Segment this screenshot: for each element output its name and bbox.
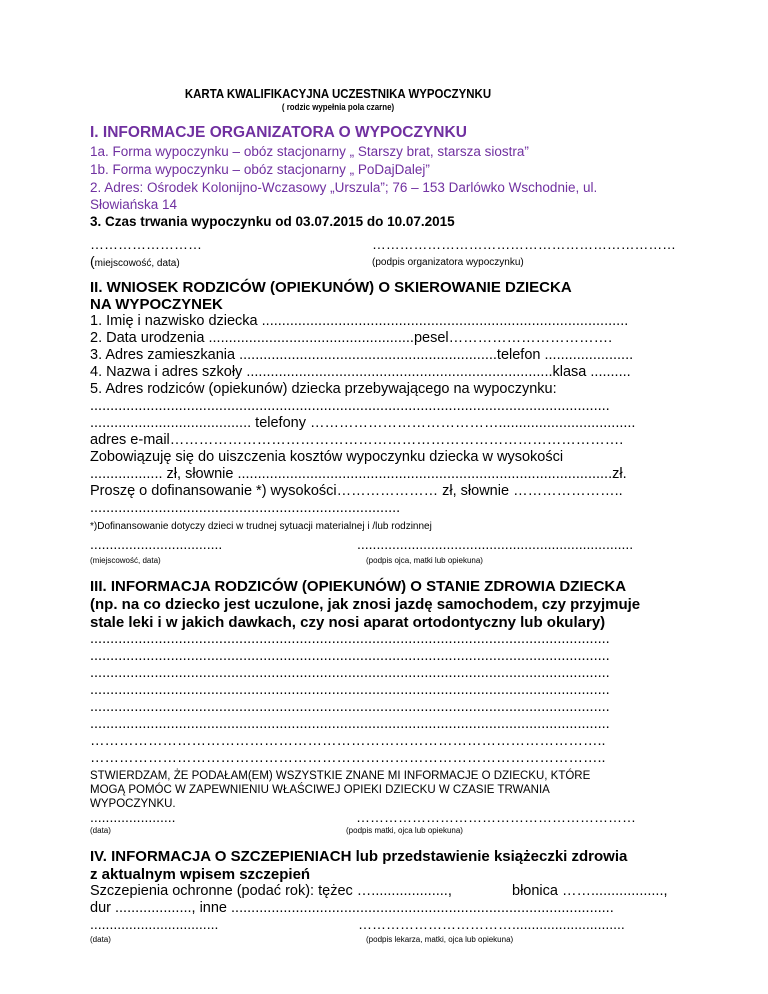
section1-place-date-field[interactable]: …………………… (90, 236, 202, 252)
page-subtitle: ( rodzic wypełnia pola czarne) (281, 102, 395, 112)
health-statement-line-3: WYPOCZYNKU. (90, 798, 176, 810)
health-info-line[interactable]: ................................................................................................................................. (90, 682, 610, 698)
section1-caption-right: (podpis organizatora wypoczynku) (372, 257, 524, 268)
section2-caption-left: (miejscowość, data) (90, 556, 161, 565)
section1-heading: I. INFORMACJE ORGANIZATORA O WYPOCZYNKU (90, 124, 467, 141)
section1-line-3: 3. Czas trwania wypoczynku od 03.07.2015 do 10.07.2015 (90, 214, 455, 229)
health-info-line[interactable]: ................................................................................................................................. (90, 665, 610, 681)
diphtheria-vaccination-field[interactable]: błonica …….................., (512, 883, 668, 899)
section4-heading-1: IV. INFORMACJA O SZCZEPIENIACH lub przedstawienie książeczki zdrowia (90, 848, 628, 865)
section2-place-date-field[interactable]: .................................. (90, 536, 223, 552)
child-name-field[interactable]: 1. Imię i nazwisko dziecka ........................................................................................... (90, 313, 629, 329)
section1-line-1a: 1a. Forma wypoczynku – obóz stacjonarny „ Starszy brat, starsza siostra” (90, 144, 529, 159)
health-info-line[interactable]: …………………………………………………………………………………………….. (90, 750, 606, 766)
section3-caption-right: (podpis matki, ojca lub opiekuna) (346, 826, 463, 835)
section1-organizer-signature-field[interactable]: ………………………………………………………… (372, 236, 676, 252)
parents-phone-field[interactable]: ........................................ telefony ………………………………….................................. (90, 415, 636, 431)
cofunding-field[interactable]: Proszę o dofinansowanie *) wysokości………………… zł, słownie ………………….. (90, 483, 623, 499)
cofunding-words-field[interactable]: ............................................................................. (90, 500, 401, 516)
section2-heading-1: II. WNIOSEK RODZICÓW (OPIEKUNÓW) O SKIEROWANIE DZIECKA (90, 279, 572, 296)
address-phone-field[interactable]: 3. Adres zamieszkania ................................................................telefon ...................... (90, 347, 634, 363)
section3-subheading-2: stale leki i w jakich dawkach, czy nosi aparat ortodontyczny lub okulary) (90, 614, 606, 631)
birthdate-pesel-field[interactable]: 2. Data urodzenia ...................................................pesel……………………………. (90, 330, 613, 346)
section4-heading-2: z aktualnym wpisem szczepień (90, 866, 311, 883)
health-info-line[interactable]: ................................................................................................................................. (90, 699, 610, 715)
health-info-line[interactable]: ................................................................................................................................. (90, 631, 610, 647)
health-statement-line-2: MOGĄ POMÓC W ZAPEWNIENIU WŁAŚCIWEJ OPIEKI DZIECKU W CZASIE TRWANIA (90, 784, 550, 796)
section1-caption-left: (miejscowość, data) (90, 253, 180, 269)
parents-address-label: 5. Adres rodziców (opiekunów) dziecka przebywającego na wypoczynku: (90, 381, 557, 397)
cofunding-footnote: *)Dofinansowanie dotyczy dzieci w trudnej sytuacji materialnej i /lub rodzinnej (90, 521, 432, 532)
section3-signature-field[interactable]: …………………………………………………… (356, 809, 636, 825)
cost-commitment-label: Zobowiązuję się do uiszczenia kosztów wypoczynku dziecka w wysokości (90, 449, 564, 465)
tetanus-vaccination-field[interactable]: Szczepienia ochronne (podać rok): tężec …..................., (90, 883, 452, 899)
section4-caption-right: (podpis lekarza, matki, ojca lub opiekuna) (366, 935, 514, 944)
page-title: KARTA KWALIFIKACYJNA UCZESTNIKA WYPOCZYNKU (184, 86, 492, 101)
health-info-line[interactable]: …………………………………………………………………………………………….. (90, 733, 606, 749)
email-field[interactable]: adres e-mail…………………………………………………………………………………. (90, 432, 624, 448)
section1-line-2a: 2. Adres: Ośrodek Kolonijno-Wczasowy „Urszula”; 76 – 153 Darlówko Wschodnie, ul. (90, 180, 598, 195)
section4-caption-left: (data) (90, 935, 111, 944)
typhoid-other-vaccination-field[interactable]: dur ..................., inne ............................................................................................... (90, 900, 614, 916)
health-info-line[interactable]: ................................................................................................................................. (90, 648, 610, 664)
health-statement-line-1: STWIERDZAM, ŻE PODAŁAM(EM) WSZYSTKIE ZNANE MI INFORMACJE O DZIECKU, KTÓRE (90, 770, 591, 782)
section1-line-1b: 1b. Forma wypoczynku – obóz stacjonarny „ PoDajDalej” (90, 162, 430, 177)
section3-caption-left: (data) (90, 826, 111, 835)
health-info-line[interactable]: ................................................................................................................................. (90, 716, 610, 732)
section1-line-2b: Słowiańska 14 (90, 197, 178, 212)
section2-heading-2: NA WYPOCZYNEK (90, 296, 223, 313)
section3-heading: III. INFORMACJA RODZICÓW (OPIEKUNÓW) O STANIE ZDROWIA DZIECKA (90, 578, 627, 595)
section3-subheading-1: (np. na co dziecko jest uczulone, jak znosi jazdę samochodem, czy przyjmuje (90, 596, 641, 613)
section2-parent-signature-field[interactable]: ....................................................................... (357, 536, 634, 552)
cost-amount-field[interactable]: .................. zł, słownie .............................................................................................zł. (90, 466, 627, 482)
section4-signature-field[interactable]: ……………………………............................. (358, 916, 625, 932)
section4-date-field[interactable]: ................................. (90, 916, 219, 932)
parents-address-field[interactable]: ................................................................................................................................. (90, 398, 610, 414)
section3-date-field[interactable]: ...................... (90, 809, 176, 825)
school-class-field[interactable]: 4. Nazwa i adres szkoły ............................................................................klasa .......... (90, 364, 631, 380)
section2-caption-right: (podpis ojca, matki lub opiekuna) (366, 556, 483, 565)
